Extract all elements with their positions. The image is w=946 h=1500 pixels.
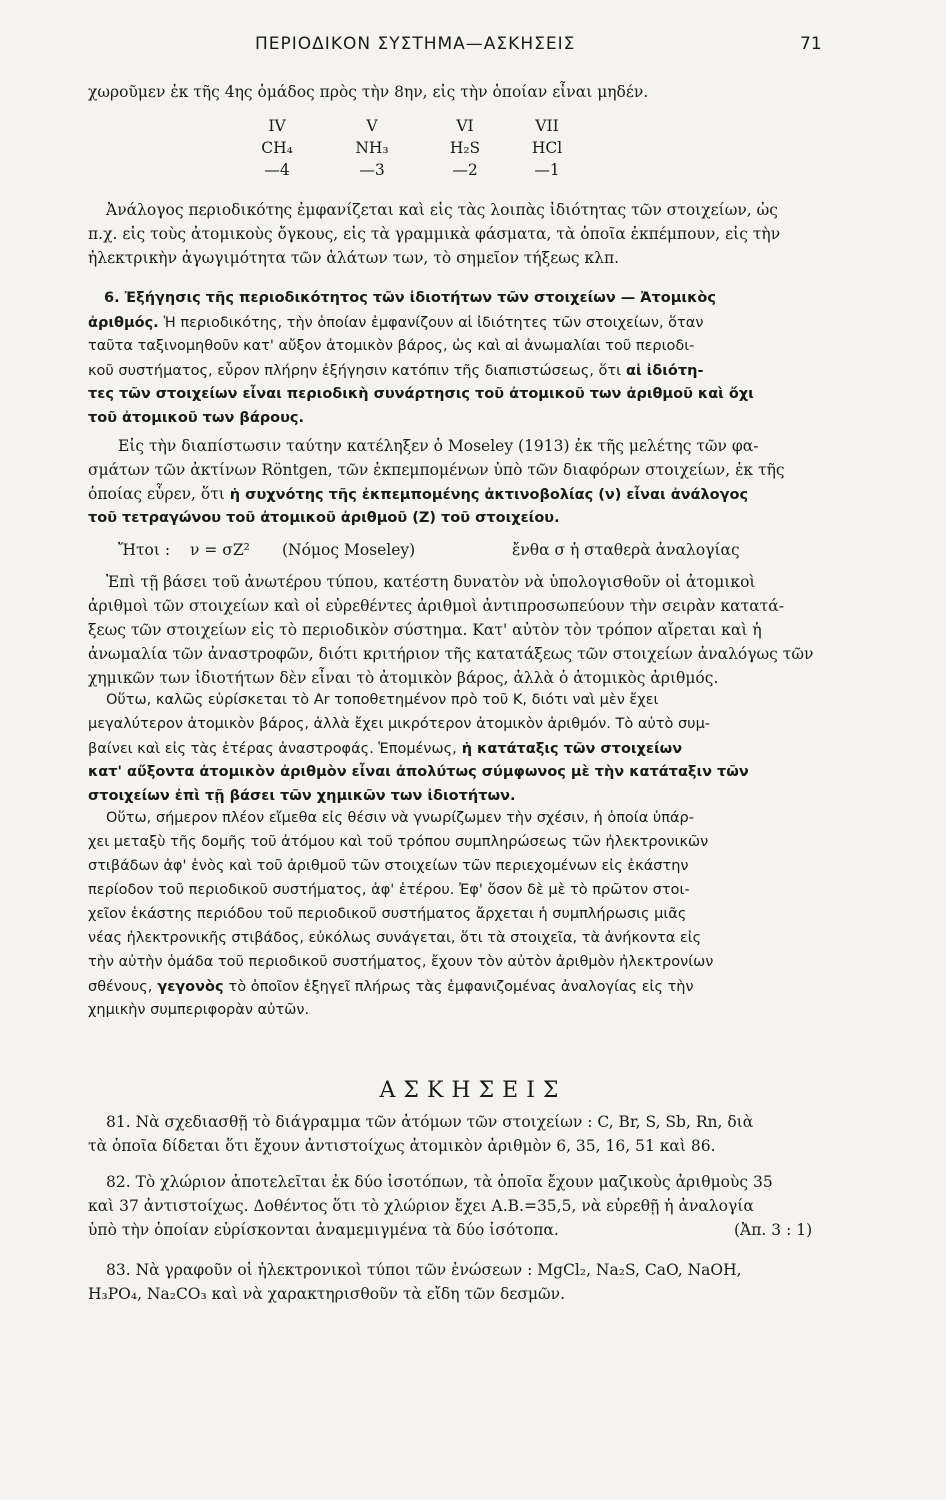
section6-heading: 6. Ἐξήγησις τῆς περιοδικότητος τῶν ἰδιοτήτων τῶν στοιχείων — Ἀτομικὸς bbox=[104, 290, 716, 306]
para2-line1: Ἐπὶ τῇ βάσει τοῦ ἀνωτέρου τύπου, κατέστη δυνατὸν νὰ ὑπολογισθοῦν οἱ ἀτομικοὶ bbox=[106, 573, 756, 591]
exercise-81-line2: τὰ ὁποῖα δίδεται ὅτι ἔχουν ἀντιστοίχως ἀτομικὸν ἀριθμὸν 6, 35, 16, 51 καὶ 86. bbox=[88, 1137, 716, 1155]
para2-line3: ξεως τῶν στοιχείων εἰς τὸ περιοδικὸν σύστημα. Κατ' αὐτὸν τὸν τρόπον αἴρεται καὶ ἡ bbox=[88, 621, 762, 639]
para3-line3-bold: ἡ κατάταξις τῶν στοιχείων bbox=[461, 741, 683, 757]
group-v: V bbox=[366, 117, 378, 135]
para4-line6: νέας ἠλεκτρονικῆς στιβάδος, εὐκόλως συνάγεται, ὅτι τὰ στοιχεῖα, τὰ ἀνήκοντα εἰς bbox=[88, 930, 702, 946]
para4-line1: Οὕτω, σήμερον πλέον εἴμεθα εἰς θέσιν νὰ γνωρίζωμεν τὴν σχέσιν, ἡ ὁποία ὑπάρ- bbox=[106, 810, 694, 826]
exercises-heading: ΑΣΚΗΣΕΙΣ bbox=[379, 1078, 567, 1103]
valence-vii: —1 bbox=[534, 161, 560, 179]
formula-prefix: Ἤτοι : bbox=[118, 541, 171, 559]
compound-hcl: HCl bbox=[531, 139, 563, 157]
compound-nh3: NH₃ bbox=[355, 139, 389, 157]
formula-law: (Νόμος Moseley) bbox=[282, 541, 416, 559]
section6-line1-text: Ἡ περιοδικότης, τὴν ὁποίαν ἐμφανίζουν αἱ ἰδιότητες τῶν στοιχείων, ὅταν bbox=[163, 315, 704, 331]
para4-line3: στιβάδων ἀφ' ἑνὸς καὶ τοῦ ἀριθμοῦ τῶν στοιχείων τῶν περιεχομένων εἰς ἑκάστην bbox=[88, 858, 689, 874]
moseley-line3-bold: ἡ συχνότης τῆς ἐκπεμπομένης ἀκτινοβολίας (ν) εἶναι ἀνάλογος bbox=[229, 487, 749, 503]
para4-line9: χημικὴν συμπεριφορὰν αὐτῶν. bbox=[88, 1002, 310, 1018]
group-iv: IV bbox=[268, 117, 286, 135]
section6-line5: τοῦ ἀτομικοῦ των βάρους. bbox=[88, 410, 305, 426]
running-title: ΠΕΡΙΟΔΙΚΟΝ ΣΥΣΤΗΜΑ—ΑΣΚΗΣΕΙΣ bbox=[255, 34, 576, 54]
para4-line8-bold: γεγονὸς bbox=[157, 979, 224, 995]
section6-line3 bbox=[88, 360, 703, 381]
section6-line3-text: κοῦ συστήματος, εὗρον πλήρην ἐξήγησιν κατόπιν τῆς διαπιστώσεως, ὅτι bbox=[88, 363, 622, 379]
group-vi: VI bbox=[456, 117, 474, 135]
formula-note: ἔνθα σ ἡ σταθερὰ ἀναλογίας bbox=[512, 541, 740, 559]
para1-line1: Ἀνάλογος περιοδικότης ἐμφανίζεται καὶ εἰς τὰς λοιπὰς ἰδιότητας τῶν στοιχείων, ὡς bbox=[106, 201, 778, 219]
exercise-82-line3: ὑπὸ τὴν ὁποίαν εὑρίσκονται ἀναμεμιγμένα τὰ δύο ἰσότοπα. bbox=[88, 1221, 559, 1239]
formula-expression: ν = σZ² bbox=[190, 541, 250, 559]
group-vii: VII bbox=[535, 117, 559, 135]
para2-line2: ἀριθμοὶ τῶν στοιχείων καὶ οἱ εὑρεθέντες ἀριθμοὶ ἀντιπροσωπεύουν τὴν σειρὰν κατατά- bbox=[88, 597, 784, 615]
section6-line4: τες τῶν στοιχείων εἶναι περιοδικὴ συνάρτησις τοῦ ἀτομικοῦ των ἀριθμοῦ καὶ ὄχι bbox=[88, 386, 754, 402]
para2-line4: ἀνωμαλία τῶν ἀναστροφῶν, διότι κριτήριον τῆς κατατάξεως τῶν στοιχείων ἀναλόγως τῶν bbox=[88, 645, 814, 663]
para1-line2: π.χ. εἰς τοὺς ἀτομικοὺς ὄγκους, εἰς τὰ γραμμικὰ φάσματα, τὰ ὁποῖα ἐκπέμπουν, εἰς τὴν bbox=[88, 225, 781, 243]
para3-line3 bbox=[88, 738, 682, 759]
moseley-line3 bbox=[88, 484, 748, 505]
para4-line5: χεῖον ἑκάστης περιόδου τοῦ περιοδικοῦ συστήματος ἄρχεται ἡ συμπλήρωσις μιᾶς bbox=[88, 906, 687, 922]
intro-line: χωροῦμεν ἐκ τῆς 4ης ὁμάδος πρὸς τὴν 8ην, εἰς τὴν ὁποίαν εἶναι μηδέν. bbox=[88, 83, 649, 101]
para3-line5: στοιχείων ἐπὶ τῇ βάσει τῶν χημικῶν των ἰδιοτήτων. bbox=[88, 788, 516, 804]
exercise-83-line2: H₃PO₄, Na₂CO₃ καὶ νὰ χαρακτηρισθοῦν τὰ εἴδη τῶν δεσμῶν. bbox=[88, 1285, 566, 1303]
para4-line8-end: τὸ ὁποῖον ἐξηγεῖ πλήρως τὰς ἐμφανιζομένας ἀναλογίας εἰς τὴν bbox=[228, 979, 694, 995]
para3-line1: Οὕτω, καλῶς εὑρίσκεται τὸ Ar τοποθετημένον πρὸ τοῦ K, διότι ναὶ μὲν ἔχει bbox=[106, 692, 659, 708]
valence-vi: —2 bbox=[452, 161, 478, 179]
section6-line3-bold: αἱ ἰδιότη- bbox=[626, 363, 704, 379]
section6-line1 bbox=[88, 312, 703, 333]
page-number: 71 bbox=[800, 34, 822, 54]
valence-iv: —4 bbox=[264, 161, 290, 179]
para3-line2: μεγαλύτερον ἀτομικὸν βάρος, ἀλλὰ ἔχει μικρότερον ἀτομικὸν ἀριθμόν. Τὸ αὐτὸ συμ- bbox=[88, 716, 711, 732]
valence-v: —3 bbox=[359, 161, 385, 179]
exercise-82-answer: (Ἀπ. 3 : 1) bbox=[734, 1221, 813, 1239]
moseley-line2: σμάτων τῶν ἀκτίνων Röntgen, τῶν ἐκπεμπομένων ὑπὸ τῶν διαφόρων στοιχείων, ἐκ τῆς bbox=[88, 461, 785, 479]
moseley-line3-text: ὁποίας εὗρεν, ὅτι bbox=[88, 485, 225, 503]
section6-line2: ταῦτα ταξινομηθοῦν κατ' αὔξον ἀτομικὸν βάρος, ὡς καὶ αἱ ἀνωμαλίαι τοῦ περιοδι- bbox=[88, 338, 695, 354]
para4-line8 bbox=[88, 976, 694, 997]
para4-line4: περίοδον τοῦ περιοδικοῦ συστήματος, ἀφ' ἑτέρου. Ἐφ' ὅσον δὲ μὲ τὸ πρῶτον στοι- bbox=[88, 882, 690, 898]
exercise-81-line1: 81. Νὰ σχεδιασθῇ τὸ διάγραμμα τῶν ἀτόμων τῶν στοιχείων : C, Br, S, Sb, Rn, διὰ bbox=[106, 1113, 754, 1131]
moseley-line4: τοῦ τετραγώνου τοῦ ἀτομικοῦ ἀριθμοῦ (Ζ) τοῦ στοιχείου. bbox=[88, 510, 560, 526]
compound-h2s: H₂S bbox=[449, 139, 481, 157]
exercise-83-line1: 83. Νὰ γραφοῦν οἱ ἠλεκτρονικοὶ τύποι τῶν ἑνώσεων : MgCl₂, Na₂S, CaO, NaOH, bbox=[106, 1261, 742, 1279]
para3-line3-text: βαίνει καὶ εἰς τὰς ἑτέρας ἀναστροφάς. Ἑπομένως, bbox=[88, 741, 457, 757]
para4-line8-start: σθένους, bbox=[88, 979, 153, 995]
para4-line7: τὴν αὐτὴν ὁμάδα τοῦ περιοδικοῦ συστήματος, ἔχουν τὸν αὐτὸν ἀριθμὸν ἠλεκτρονίων bbox=[88, 954, 714, 970]
compound-ch4: CH₄ bbox=[261, 139, 293, 157]
section6-heading-end: ἀριθμός. bbox=[88, 315, 159, 331]
para2-line5: χημικῶν των ἰδιοτήτων δὲν εἶναι τὸ ἀτομικὸν βάρος, ἀλλὰ ὁ ἀτομικὸς ἀριθμός. bbox=[88, 669, 719, 687]
moseley-line1: Εἰς τὴν διαπίστωσιν ταύτην κατέληξεν ὁ Moseley (1913) ἐκ τῆς μελέτης τῶν φα- bbox=[118, 437, 759, 455]
para4-line2: χει μεταξὺ τῆς δομῆς τοῦ ἀτόμου καὶ τοῦ τρόπου συμπληρώσεως τῶν ἠλεκτρονικῶν bbox=[88, 834, 709, 850]
exercise-82-line1: 82. Τὸ χλώριον ἀποτελεῖται ἐκ δύο ἰσοτόπων, τὰ ὁποῖα ἔχουν μαζικοὺς ἀριθμοὺς 35 bbox=[106, 1173, 773, 1191]
para1-line3: ἠλεκτρικὴν ἀγωγιμότητα τῶν ἁλάτων των, τὸ σημεῖον τήξεως κλπ. bbox=[88, 249, 620, 267]
exercise-82-line2: καὶ 37 ἀντιστοίχως. Δοθέντος ὅτι τὸ χλώριον ἔχει Α.Β.=35,5, νὰ εὑρεθῇ ἡ ἀναλογία bbox=[88, 1197, 754, 1215]
para3-line4: κατ' αὔξοντα ἀτομικὸν ἀριθμὸν εἶναι ἀπολύτως σύμφωνος μὲ τὴν κατάταξιν τῶν bbox=[88, 764, 749, 780]
page-header bbox=[0, 34, 946, 58]
